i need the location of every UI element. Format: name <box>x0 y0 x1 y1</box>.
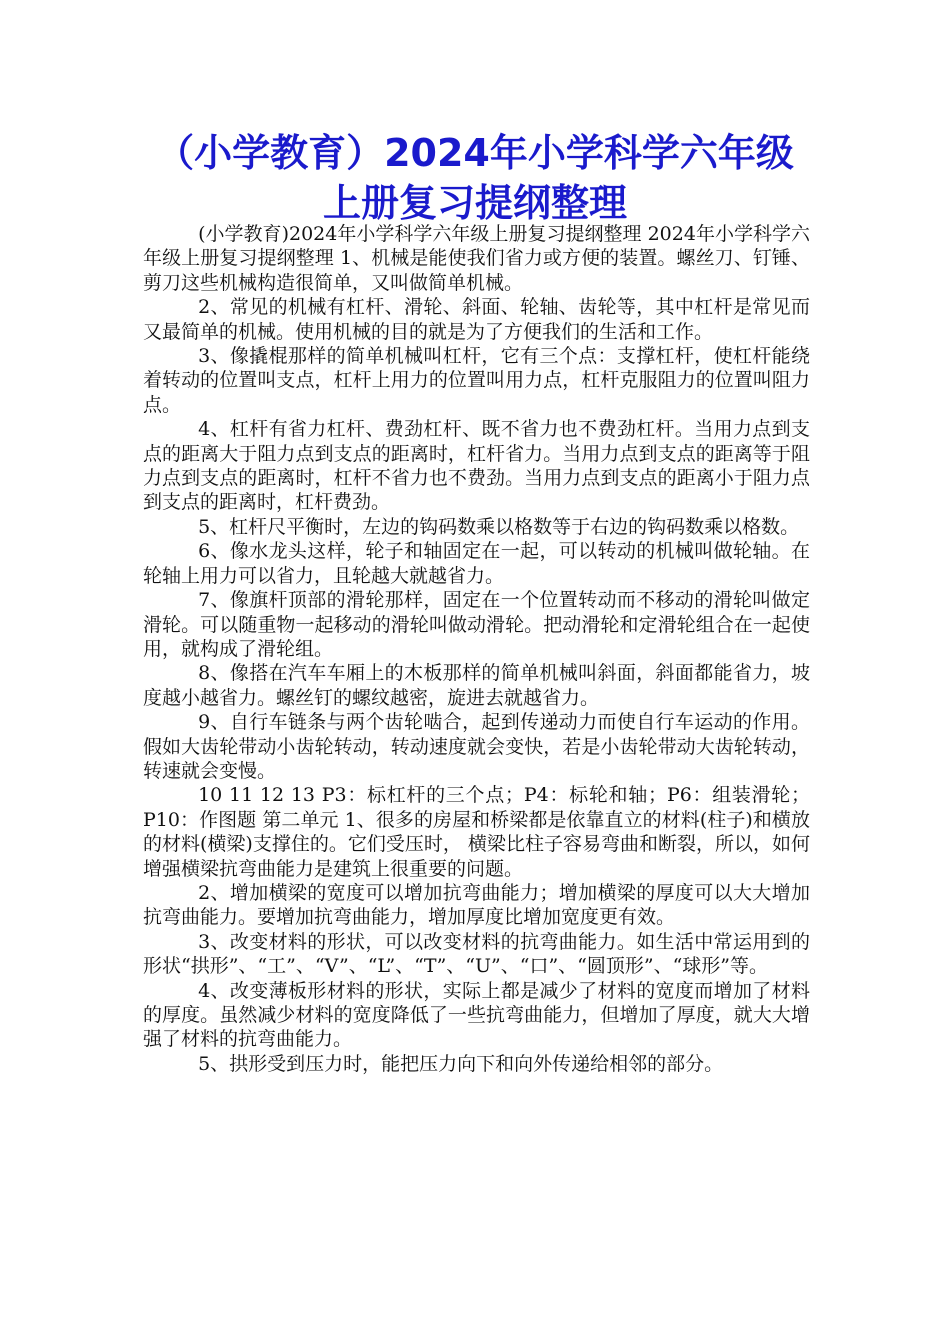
paragraph: 7、像旗杆顶部的滑轮那样，固定在一个位置转动而不移动的滑轮叫做定滑轮。可以随重物一起移动的滑轮叫做动滑轮。把动滑轮和定滑轮组合在一起使用，就构成了滑轮组。 <box>143 589 810 660</box>
paragraph: 9、自行车链条与两个齿轮啮合，起到传递动力而使自行车运动的作用。假如大齿轮带动小齿轮转动，转动速度就会变快，若是小齿轮带动大齿轮转动，转速就会变慢。 <box>143 711 810 782</box>
paragraph: 2、增加横梁的宽度可以增加抗弯曲能力；增加横梁的厚度可以大大增加抗弯曲能力。要增加抗弯曲能力，增加厚度比增加宽度更有效。 <box>143 881 810 929</box>
paragraph: 10 11 12 13 P3：标杠杆的三个点；P4：标轮和轴；P6：组装滑轮；P10：作图题 第二单元 1、很多的房屋和桥梁都是依靠直立的材料(柱子)和横放的材料(横梁)支撑住的。它们受压时， 横梁比柱子容易弯曲和断裂，所以，如何增强横梁抗弯曲能力是建筑上很重要的问题。 <box>143 784 810 880</box>
paragraph: 3、像撬棍那样的简单机械叫杠杆，它有三个点：支撑杠杆，使杠杆能绕着转动的位置叫支点，杠杆上用力的位置叫用力点，杠杆克服阻力的位置叫阻力点。 <box>143 345 810 416</box>
paragraph: 8、像搭在汽车车厢上的木板那样的简单机械叫斜面，斜面都能省力，坡度越小越省力。螺丝钉的螺纹越密，旋进去就越省力。 <box>143 662 810 709</box>
paragraph: 2、常见的机械有杠杆、滑轮、斜面、轮轴、齿轮等，其中杠杆是常见而又最简单的机械。使用机械的目的就是为了方便我们的生活和工作。 <box>143 296 810 343</box>
paragraph: 3、改变材料的形状，可以改变材料的抗弯曲能力。如生活中常运用到的形状“拱形”、“工”、“V”、“L”、“T”、“U”、“口”、“圆顶形”、“球形”等。 <box>143 930 810 978</box>
paragraph: (小学教育)2024年小学科学六年级上册复习提纲整理 2024年小学科学六年级上册复习提纲整理 1、机械是能使我们省力或方便的装置。螺丝刀、钉锤、剪刀这些机械构造很简单，又叫做简单机械。 <box>143 223 810 294</box>
paragraph: 5、拱形受到压力时，能把压力向下和向外传递给相邻的部分。 <box>198 1052 724 1075</box>
paragraph: 4、改变薄板形材料的形状，实际上都是减少了材料的宽度而增加了材料的厚度。虽然减少材料的宽度降低了一些抗弯曲能力，但增加了厚度，就大大增强了材料的抗弯曲能力。 <box>143 979 810 1051</box>
paragraph: 4、杠杆有省力杠杆、费劲杠杆、既不省力也不费劲杠杆。当用力点到支点的距离大于阻力点到支点的距离时，杠杆省力。当用力点到支点的距离等于阻力点到支点的距离时，杠杆不省力也不费劲。当用力点到支点的距离小于阻力点到支点的距离时，杠杆费劲。 <box>143 418 810 514</box>
document-title: （小学教育）2024年小学科学六年级上册复习提纲整理 <box>156 131 794 225</box>
document-body <box>143 222 810 1076</box>
paragraph: 5、杠杆尺平衡时，左边的钩码数乘以格数等于右边的钩码数乘以格数。 <box>198 515 800 538</box>
paragraph: 6、像水龙头这样，轮子和轴固定在一起，可以转动的机械叫做轮轴。在轮轴上用力可以省力，且轮越大就越省力。 <box>143 540 810 587</box>
